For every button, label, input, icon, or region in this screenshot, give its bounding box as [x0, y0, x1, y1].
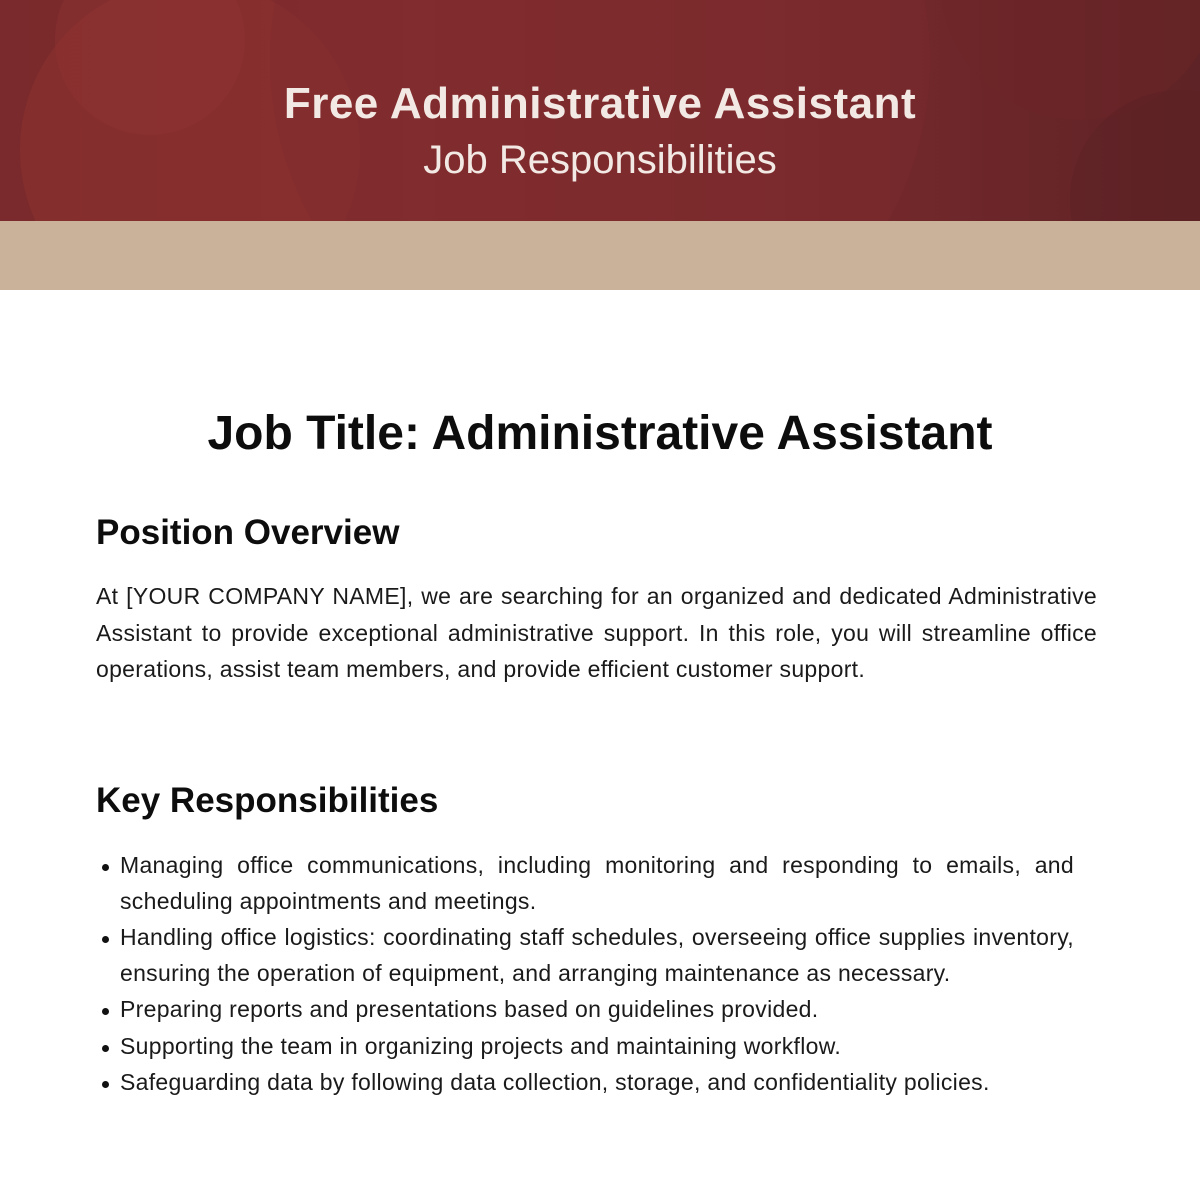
list-item	[96, 1065, 1074, 1101]
banner-title: Free Administrative Assistant	[283, 79, 917, 128]
list-item	[96, 920, 1074, 991]
bullet-icon	[102, 1008, 109, 1015]
header-banner	[0, 0, 1200, 221]
list-item-text: Supporting the team in organizing projects and maintaining workflow.	[120, 1032, 842, 1059]
bullet-icon	[102, 1081, 109, 1088]
key-responsibilities-heading: Key Responsibilities	[96, 781, 439, 820]
list-item	[96, 1029, 1074, 1065]
list-item-text: Managing office communications, including monitoring and responding to emails, and scheduling appointments and meetings.	[120, 852, 1074, 914]
list-item	[96, 992, 1074, 1028]
position-overview-text: At [YOUR COMPANY NAME], we are searching for an organized and dedicated Administrative Assistant to provide exceptional administrative support. In this role, you will streamline office operations, assist team members, and provide efficient customer support.	[96, 583, 1097, 682]
job-title: Job Title: Administrative Assistant	[207, 407, 993, 460]
bullet-icon	[102, 1045, 109, 1052]
bullet-icon	[102, 864, 109, 871]
bullet-icon	[102, 936, 109, 943]
responsibilities-list	[96, 848, 1074, 1102]
position-overview-heading: Position Overview	[96, 513, 400, 552]
accent-band	[0, 221, 1200, 290]
list-item-text: Safeguarding data by following data collection, storage, and confidentiality policies.	[120, 1069, 990, 1095]
banner-subtitle: Job Responsibilities	[423, 138, 777, 182]
list-item	[96, 848, 1074, 919]
list-item-text: Preparing reports and presentations based on guidelines provided.	[120, 996, 819, 1022]
list-item-text: Handling office logistics: coordinating staff schedules, overseeing office supplies inventory, ensuring the operation of equipment, and arranging maintenance as necessary.	[120, 924, 1074, 986]
